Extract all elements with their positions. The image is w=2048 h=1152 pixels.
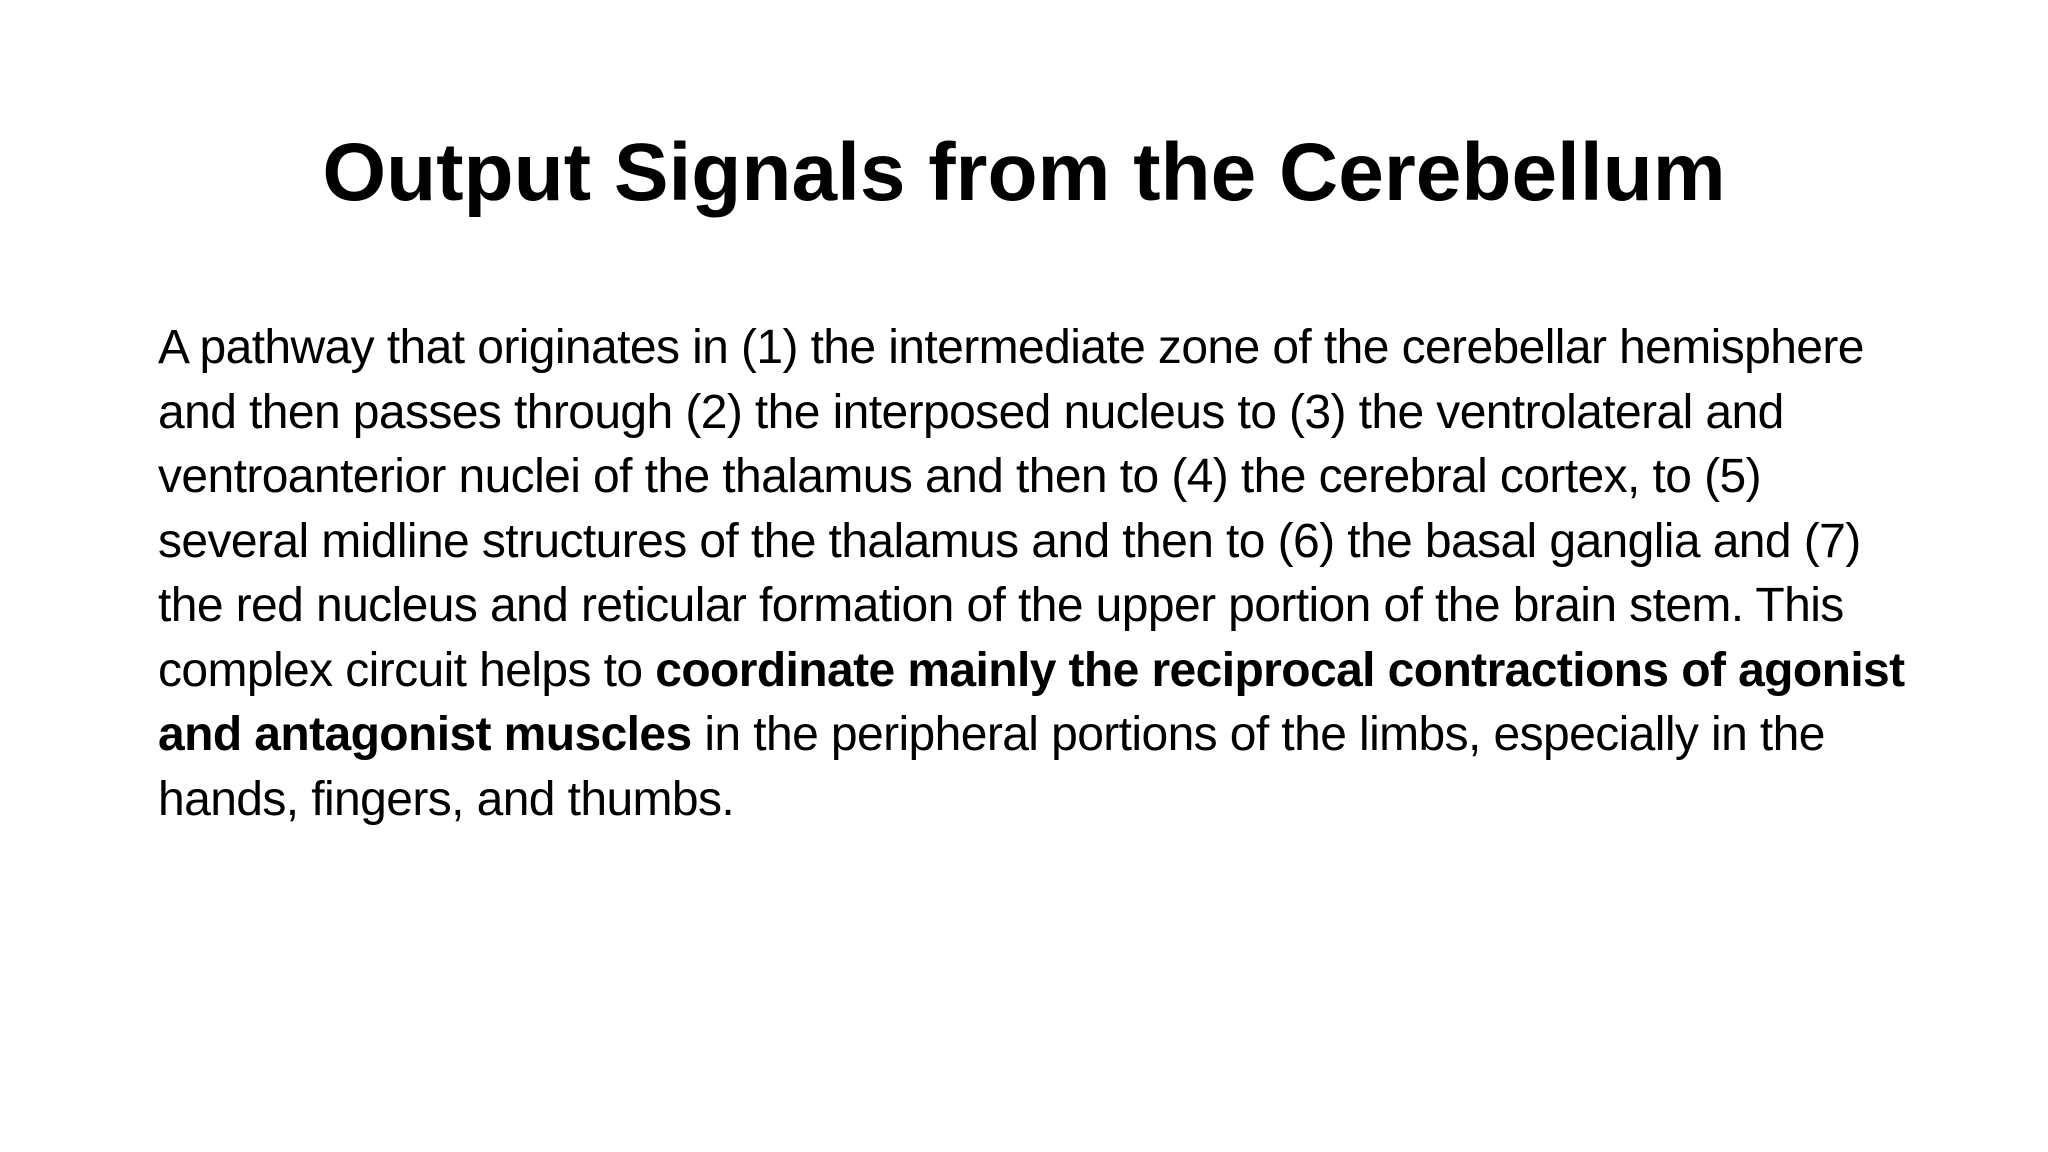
body-text-conclusion: in the peripheral portions of the limbs, especially in the hands, fingers, and thumbs. <box>158 708 1825 826</box>
body-text-emphasis: coordinate mainly the reciprocal contractions of agonist and antagonist muscles <box>158 643 1905 761</box>
body-text-intro: A pathway that originates in (1) the intermediate zone of the cerebellar hemisphere and then passes through (2) the interposed nucleus to (3) the ventrolateral and ventroanterior nuclei of the thalamus and then to (4) the cerebral cortex, to (5) several midline structures of the thalamus and then to (6) the basal ganglia and (7) the red nucleus and reticular formation of the upper portion of the brain stem. This complex circuit helps to <box>158 321 1864 697</box>
slide-body-paragraph <box>158 316 1918 832</box>
slide-title: Output Signals from the Cerebellum <box>322 127 1726 218</box>
